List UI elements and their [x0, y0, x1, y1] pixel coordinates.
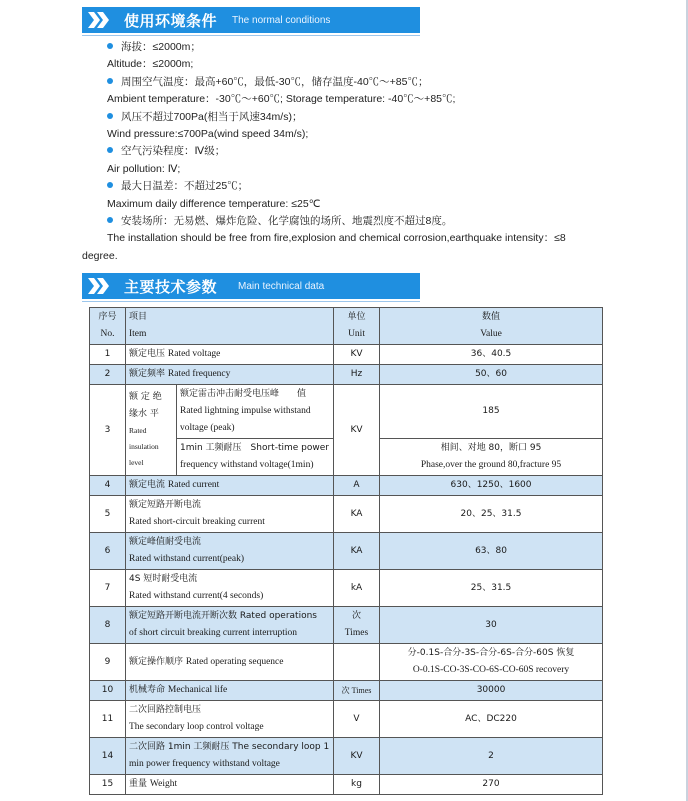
header-item-en: Item	[129, 329, 147, 339]
table-row	[90, 607, 603, 644]
row-no: 9	[90, 644, 126, 681]
row-group-label	[126, 385, 177, 476]
item-en: Rated current	[167, 480, 220, 490]
row-value	[380, 439, 603, 476]
table-row	[90, 476, 603, 496]
row-no: 7	[90, 570, 126, 607]
row-item	[126, 496, 334, 533]
row-no: 6	[90, 533, 126, 570]
group-label-line: 额 定 绝	[129, 392, 162, 402]
item-en: The secondary loop control voltage	[129, 722, 264, 732]
row-unit	[334, 644, 380, 681]
item-cn: 二次回路控制电压	[129, 705, 202, 715]
row-item	[126, 365, 334, 385]
row-value: 2	[380, 738, 603, 775]
header-unit-en: Unit	[348, 329, 365, 339]
double-chevron-icon	[86, 276, 110, 296]
row-unit	[334, 607, 380, 644]
row-no: 15	[90, 775, 126, 795]
row-value: 30	[380, 607, 603, 644]
item-cn: 额定电流	[129, 480, 166, 490]
header-no-cn: 序号	[98, 312, 117, 322]
item-cn: 额定电压	[129, 349, 166, 359]
item-cn: 机械寿命	[129, 685, 166, 695]
row-no: 11	[90, 701, 126, 738]
row-value: 50、60	[380, 365, 603, 385]
row-no: 4	[90, 476, 126, 496]
header-item	[126, 308, 334, 345]
table-header-row	[90, 308, 603, 345]
row-item	[126, 738, 334, 775]
value-cn: 分-0.1S-合分-3S-合分-6S-合分-60S 恢复	[407, 648, 575, 658]
condition-installation-cn: 安装场所：无易燃、爆炸危险、化学腐蚀的场所、地震烈度不超过8度。	[107, 213, 627, 230]
row-item	[126, 607, 334, 644]
row-value: AC、DC220	[380, 701, 603, 738]
condition-installation-en: The installation should be free from fire,explosion and chemical corrosion,earthquake intensity：≤8	[107, 232, 566, 245]
group-label-line: 缘水 平	[129, 409, 159, 419]
row-no: 2	[90, 365, 126, 385]
row-unit: V	[334, 701, 380, 738]
item-en: Rated withstand current(4 seconds)	[129, 591, 264, 601]
table-row	[90, 738, 603, 775]
group-label-line: level	[129, 458, 144, 467]
condition-altitude-cn: 海拔：≤2000m；	[107, 39, 627, 56]
section-title-cn: 使用环境条件	[124, 12, 218, 30]
row-value: 36、40.5	[380, 345, 603, 365]
row-unit: kg	[334, 775, 380, 795]
condition-pollution-en: Air pollution: Ⅳ;	[107, 162, 181, 175]
row-unit: KV	[334, 345, 380, 365]
row-unit: Hz	[334, 365, 380, 385]
row-no: 3	[90, 385, 126, 476]
row-no: 5	[90, 496, 126, 533]
row-unit: KA	[334, 496, 380, 533]
row-unit: A	[334, 476, 380, 496]
row-value: 30000	[380, 681, 603, 701]
item-en: Mechanical life	[167, 685, 228, 695]
row-value: 185	[380, 385, 603, 439]
header-no-en: No.	[100, 329, 115, 339]
item-line: of short circuit breaking current interruption	[129, 628, 298, 638]
condition-temperature-cn: 周围空气温度：最高+60℃，最低-30℃，储存温度-40℃～+85℃；	[107, 74, 627, 91]
subitem-en: Rated lightning impulse withstand	[180, 406, 311, 416]
row-no: 10	[90, 681, 126, 701]
condition-altitude-en: Altitude：≤2000m;	[107, 58, 194, 71]
item-line: min power frequency withstand voltage	[129, 759, 280, 769]
value-cn: 相间、对地 80，断口 95	[440, 443, 542, 453]
row-value: 20、25、31.5	[380, 496, 603, 533]
table-row	[90, 681, 603, 701]
item-en: Rated short-circuit breaking current	[129, 517, 265, 527]
item-cn: 额定频率	[129, 369, 166, 379]
section-rule	[82, 35, 420, 36]
group-label-line: Rated	[129, 426, 147, 435]
technical-data-table	[89, 307, 603, 795]
section-title-en: Main technical data	[238, 281, 325, 292]
header-value	[380, 308, 603, 345]
condition-wind-en: Wind pressure:≤700Pa(wind speed 34m/s);	[107, 128, 309, 141]
row-item	[126, 533, 334, 570]
row-item	[126, 644, 334, 681]
item-cn: 4S 短时耐受电流	[129, 574, 198, 584]
item-en: Weight	[149, 779, 178, 789]
row-item	[126, 775, 334, 795]
subitem-en: voltage (peak)	[180, 423, 235, 433]
header-item-cn: 项目	[129, 312, 148, 322]
row-unit: KV	[334, 385, 380, 476]
table-row	[90, 775, 603, 795]
row-value: 630、1250、1600	[380, 476, 603, 496]
item-cn: 额定短路开断电流	[129, 500, 202, 510]
item-cn: 额定操作顺序	[129, 656, 184, 667]
row-item	[126, 476, 334, 496]
row-subitem	[177, 439, 334, 476]
unit-cn: 次	[352, 611, 362, 621]
item-cn: 额定峰值耐受电流	[129, 537, 202, 547]
row-subitem	[177, 385, 334, 439]
table-row	[90, 345, 603, 365]
table-row	[90, 385, 603, 439]
subitem-cn: 1min 工频耐压 Short-time power	[180, 443, 329, 453]
item-en: Rated operating sequence	[185, 656, 284, 667]
subitem-en: frequency withstand voltage(1min)	[180, 460, 314, 470]
section-header-conditions	[82, 7, 420, 33]
row-item	[126, 345, 334, 365]
condition-installation-en-cont: degree.	[82, 249, 118, 262]
row-unit: KA	[334, 533, 380, 570]
section-header-technical	[82, 273, 420, 299]
row-no: 8	[90, 607, 126, 644]
table-row	[90, 533, 603, 570]
item-en: Rated withstand current(peak)	[129, 554, 245, 564]
double-chevron-icon	[86, 10, 110, 30]
row-value: 63、80	[380, 533, 603, 570]
subitem-cn: 额定雷击冲击耐受电压峰 值	[180, 389, 307, 399]
header-value-en: Value	[480, 329, 502, 339]
row-no: 1	[90, 345, 126, 365]
row-value: 25、31.5	[380, 570, 603, 607]
value-en: O-0.1S-CO-3S-CO-6S-CO-60S recovery	[412, 665, 570, 675]
item-en: Rated voltage	[167, 349, 221, 359]
header-no	[90, 308, 126, 345]
value-en: Phase,over the ground 80,fracture 95	[420, 460, 562, 470]
section-title-en: The normal conditions	[232, 15, 331, 26]
row-unit: 次 Times	[334, 681, 380, 701]
header-unit-cn: 单位	[347, 312, 366, 322]
item-cn: 重量	[129, 779, 148, 789]
condition-temperature-en: Ambient temperature：-30℃～+60℃; Storage temperature: -40℃～+85℃;	[107, 93, 456, 106]
conditions-list	[82, 39, 627, 265]
header-value-cn: 数值	[482, 312, 501, 322]
table-row	[90, 496, 603, 533]
section-rule	[82, 301, 420, 302]
table-row	[90, 644, 603, 681]
row-no: 14	[90, 738, 126, 775]
table-row	[90, 365, 603, 385]
row-item	[126, 701, 334, 738]
row-unit: kA	[334, 570, 380, 607]
table-row	[90, 701, 603, 738]
condition-temp-diff-cn: 最大日温差：不超过25℃；	[107, 178, 627, 195]
row-item	[126, 681, 334, 701]
item-line: 二次回路 1min 工频耐压 The secondary loop 1	[129, 742, 330, 752]
condition-temp-diff-en: Maximum daily difference temperature: ≤25℃	[107, 197, 321, 210]
section-title-cn: 主要技术参数	[124, 278, 218, 296]
row-value	[380, 644, 603, 681]
condition-pollution-cn: 空气污染程度：Ⅳ级；	[107, 143, 627, 160]
row-item	[126, 570, 334, 607]
item-line: 额定短路开断电流开断次数 Rated operations	[129, 611, 317, 621]
row-unit: KV	[334, 738, 380, 775]
row-value: 270	[380, 775, 603, 795]
item-en: Rated frequency	[167, 369, 231, 379]
unit-en: Times	[344, 628, 369, 638]
table-row	[90, 570, 603, 607]
header-unit	[334, 308, 380, 345]
group-label-line: insulation	[129, 442, 159, 451]
condition-wind-cn: 风压不超过700Pa(相当于风速34m/s)；	[107, 109, 627, 126]
